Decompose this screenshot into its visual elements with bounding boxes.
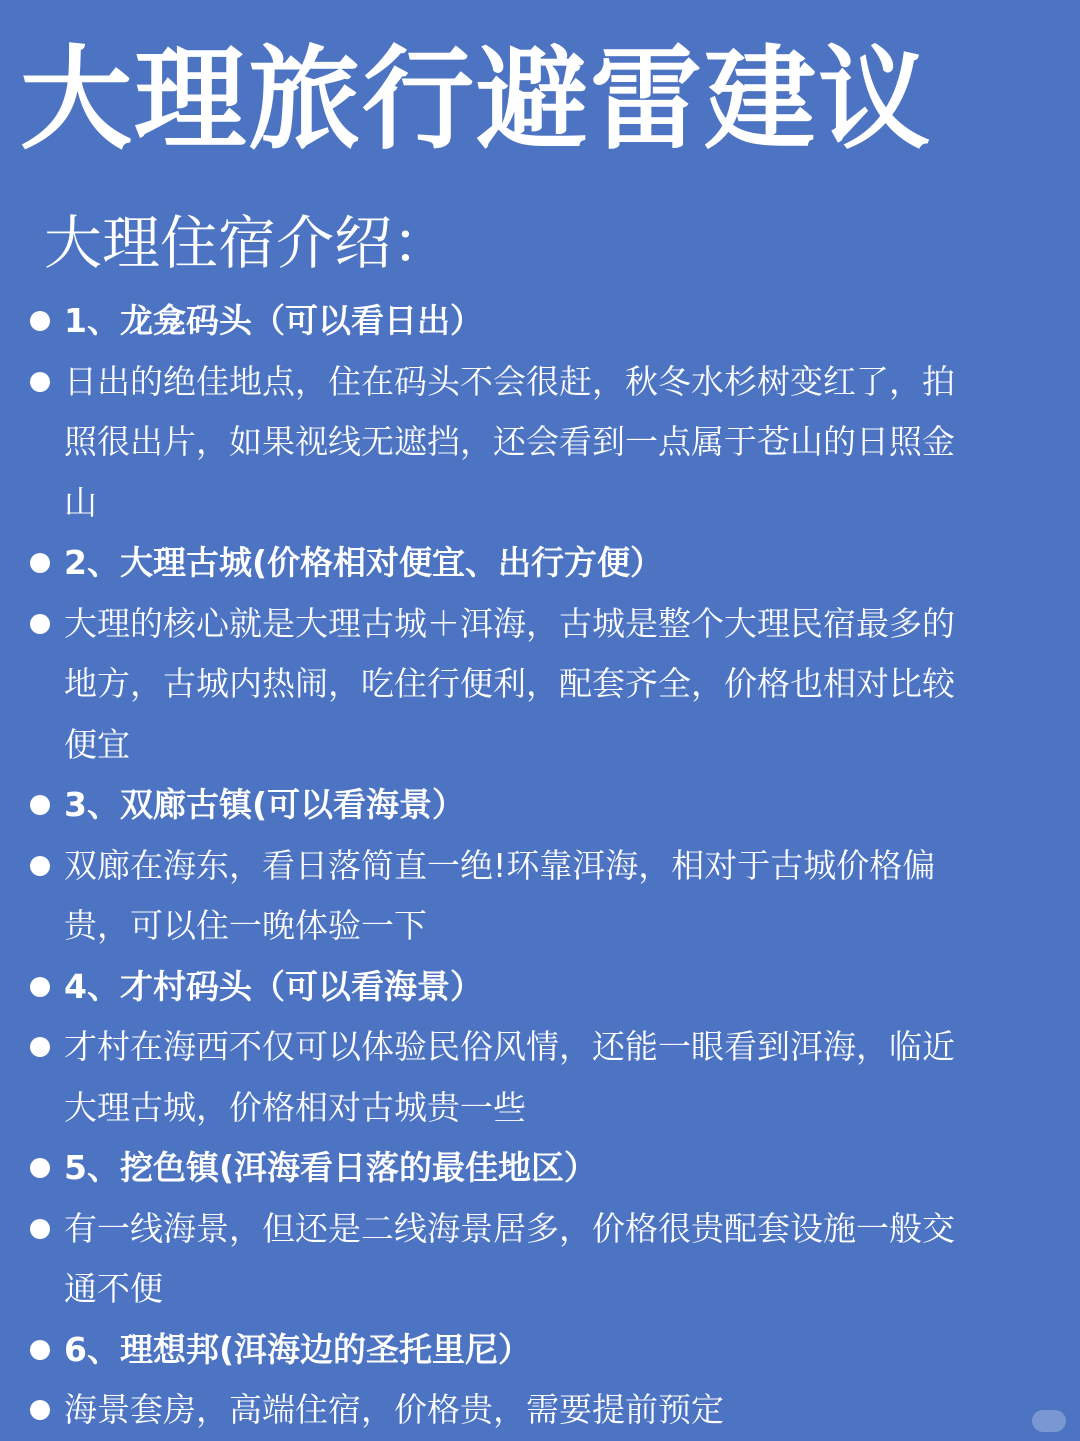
bullet-dot-icon bbox=[30, 372, 50, 392]
bullet-dot-icon bbox=[30, 1340, 50, 1360]
bullet-dot-icon bbox=[30, 614, 50, 634]
bullet-dot-icon bbox=[30, 311, 50, 331]
list-item bbox=[24, 352, 1044, 534]
list-item bbox=[24, 836, 1044, 957]
list-item-text: 海景套房，高端住宿，价格贵，需要提前预定 bbox=[64, 1390, 724, 1429]
list-item bbox=[24, 957, 1044, 1018]
list-item-text: 5、挖色镇(洱海看日落的最佳地区） bbox=[64, 1148, 598, 1187]
bullet-dot-icon bbox=[30, 795, 50, 815]
list-item bbox=[24, 533, 1044, 594]
list-item-text: 双廊在海东，看日落简直一绝!环靠洱海，相对于古城价格偏 贵，可以住一晚体验一下 bbox=[64, 845, 936, 945]
list-item bbox=[24, 1199, 1044, 1320]
list-item-text: 1、龙龛码头（可以看日出） bbox=[64, 301, 483, 340]
page-title: 大理旅行避雷建议 bbox=[20, 35, 932, 165]
accommodation-list bbox=[24, 291, 1044, 1441]
watermark-icon bbox=[1032, 1410, 1066, 1432]
list-item bbox=[24, 1380, 1044, 1441]
list-item bbox=[24, 1320, 1044, 1381]
list-item-text: 3、双廊古镇(可以看海景） bbox=[64, 785, 466, 824]
bullet-dot-icon bbox=[30, 1037, 50, 1057]
bullet-dot-icon bbox=[30, 1158, 50, 1178]
list-item bbox=[24, 775, 1044, 836]
bullet-dot-icon bbox=[30, 977, 50, 997]
list-item bbox=[24, 1017, 1044, 1138]
bullet-dot-icon bbox=[30, 1400, 50, 1420]
list-item bbox=[24, 594, 1044, 776]
list-item-text: 6、理想邦(洱海边的圣托里尼） bbox=[64, 1329, 532, 1369]
bullet-dot-icon bbox=[30, 1219, 50, 1239]
list-item-text: 大理的核心就是大理古城＋洱海，古城是整个大理民宿最多的 地方，古城内热闹，吃住行便利，配套齐全，价格也相对比较 便宜 bbox=[64, 603, 955, 764]
list-item-text: 4、才村码头（可以看海景） bbox=[64, 966, 483, 1006]
list-item-text: 2、大理古城(价格相对便宜、出行方便） bbox=[64, 543, 664, 582]
list-item bbox=[24, 291, 1044, 352]
list-item-text: 日出的绝佳地点，住在码头不会很赶，秋冬水杉树变红了，拍 照很出片，如果视线无遮挡，还会看到一点属于苍山的日照金 山 bbox=[64, 361, 955, 522]
list-item-text: 才村在海西不仅可以体验民俗风情，还能一眼看到洱海，临近 大理古城，价格相对古城贵一些 bbox=[64, 1027, 955, 1127]
bullet-dot-icon bbox=[30, 553, 50, 573]
section-title: 大理住宿介绍： bbox=[44, 209, 451, 277]
bullet-dot-icon bbox=[30, 856, 50, 876]
list-item-text: 有一线海景，但还是二线海景居多，价格很贵配套设施一般交 通不便 bbox=[64, 1208, 955, 1308]
list-item bbox=[24, 1138, 1044, 1199]
